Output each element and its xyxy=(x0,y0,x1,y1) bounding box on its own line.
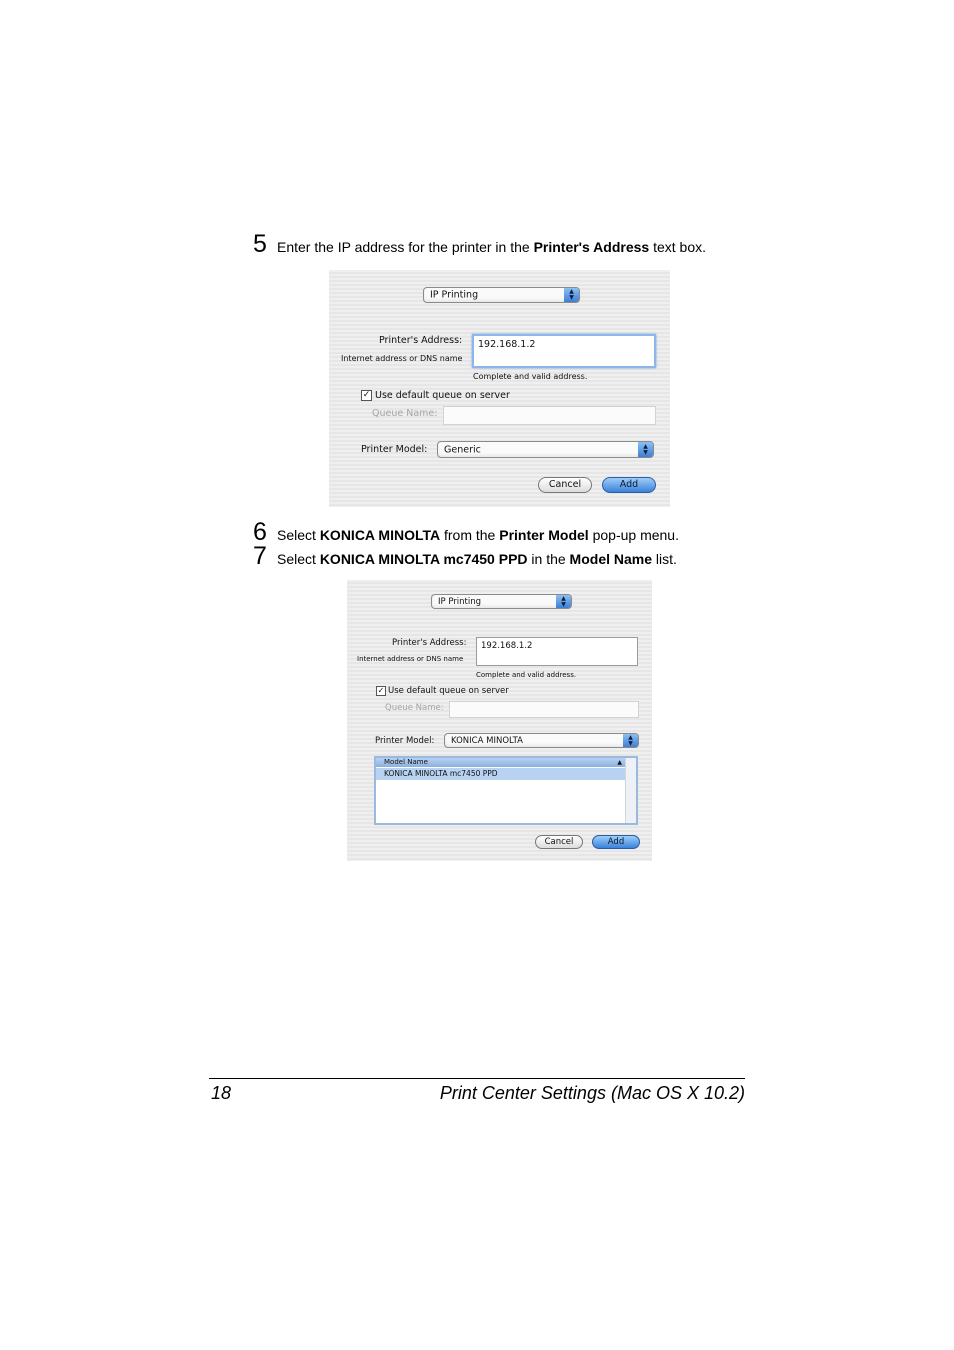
queue-name-input[interactable] xyxy=(449,701,639,718)
popup-arrows-icon: ▲ ▼ xyxy=(564,288,579,302)
address-label: Printer's Address: xyxy=(392,638,467,648)
step-emphasis: KONICA MINOLTA xyxy=(319,527,441,543)
printer-address-input[interactable] xyxy=(472,334,656,368)
address-sublabel: Internet address or DNS name xyxy=(341,354,463,363)
page-number: 18 xyxy=(211,1083,232,1103)
add-button[interactable]: Add xyxy=(602,477,656,493)
step-text-segment: Enter the IP address for the printer in the xyxy=(277,239,534,255)
queue-name-input[interactable] xyxy=(443,406,656,425)
printer-model-label: Printer Model: xyxy=(361,444,428,455)
step-text-segment: list. xyxy=(652,551,677,567)
step-emphasis: Printer's Address xyxy=(533,239,650,255)
popup-arrows-icon: ▲ ▼ xyxy=(638,442,653,457)
step-number: 6 xyxy=(253,518,267,546)
printer-address-input[interactable] xyxy=(476,637,638,666)
queue-name-label: Queue Name: xyxy=(372,408,438,419)
step-text xyxy=(277,527,679,543)
step-text-segment: Select xyxy=(277,527,320,543)
column-header-label: Model Name xyxy=(384,758,428,766)
address-value: 192.168.1.2 xyxy=(478,339,536,350)
printer-model-popup[interactable] xyxy=(444,733,639,748)
step-text-segment: in the xyxy=(527,551,570,567)
printer-model-value: KONICA MINOLTA xyxy=(451,735,523,746)
step-text-segment: pop-up menu. xyxy=(588,527,679,543)
step-emphasis: Printer Model xyxy=(499,527,589,543)
printer-model-value: Generic xyxy=(444,444,481,455)
address-value: 192.168.1.2 xyxy=(481,641,533,651)
cancel-button[interactable]: Cancel xyxy=(535,835,583,849)
ip-printing-dialog-1 xyxy=(329,270,670,507)
step-text-segment: from the xyxy=(440,527,500,543)
step-text-segment: text box. xyxy=(649,239,707,255)
address-status: Complete and valid address. xyxy=(476,671,577,679)
address-status: Complete and valid address. xyxy=(473,372,588,381)
sort-ascending-icon: ▲ xyxy=(617,759,622,766)
step-emphasis: Model Name xyxy=(569,551,653,567)
protocol-label: IP Printing xyxy=(430,289,479,301)
step-number: 7 xyxy=(253,542,267,570)
default-queue-checkbox[interactable]: ✓ xyxy=(377,686,385,695)
default-queue-label: Use default queue on server xyxy=(388,686,509,696)
printer-model-label: Printer Model: xyxy=(375,736,435,746)
section-title: Print Center Settings (Mac OS X 10.2) xyxy=(439,1083,745,1103)
queue-name-label: Queue Name: xyxy=(385,703,444,713)
protocol-popup[interactable] xyxy=(431,594,572,609)
step-text-segment: Select xyxy=(277,551,320,567)
step-number: 5 xyxy=(253,230,267,258)
step-text xyxy=(277,239,706,255)
list-scrollbar[interactable] xyxy=(625,758,636,823)
ip-printing-dialog-2 xyxy=(347,580,652,861)
popup-arrows-icon: ▲ ▼ xyxy=(556,595,571,608)
list-item[interactable]: KONICA MINOLTA mc7450 PPD xyxy=(376,768,625,780)
model-name-list[interactable] xyxy=(374,756,638,825)
model-name-column-header[interactable] xyxy=(376,758,625,767)
protocol-popup[interactable] xyxy=(423,287,580,303)
default-queue-checkbox[interactable]: ✓ xyxy=(362,390,371,400)
default-queue-label: Use default queue on server xyxy=(375,390,510,401)
footer-rule xyxy=(209,1078,745,1079)
protocol-label: IP Printing xyxy=(438,596,482,607)
add-button[interactable]: Add xyxy=(592,835,640,849)
address-sublabel: Internet address or DNS name xyxy=(357,655,464,663)
printer-model-popup[interactable] xyxy=(437,441,654,458)
step-text xyxy=(277,551,677,567)
step-emphasis: KONICA MINOLTA mc7450 PPD xyxy=(319,551,528,567)
popup-arrows-icon: ▲ ▼ xyxy=(623,734,638,747)
address-label: Printer's Address: xyxy=(379,335,463,346)
cancel-button[interactable]: Cancel xyxy=(538,477,592,493)
